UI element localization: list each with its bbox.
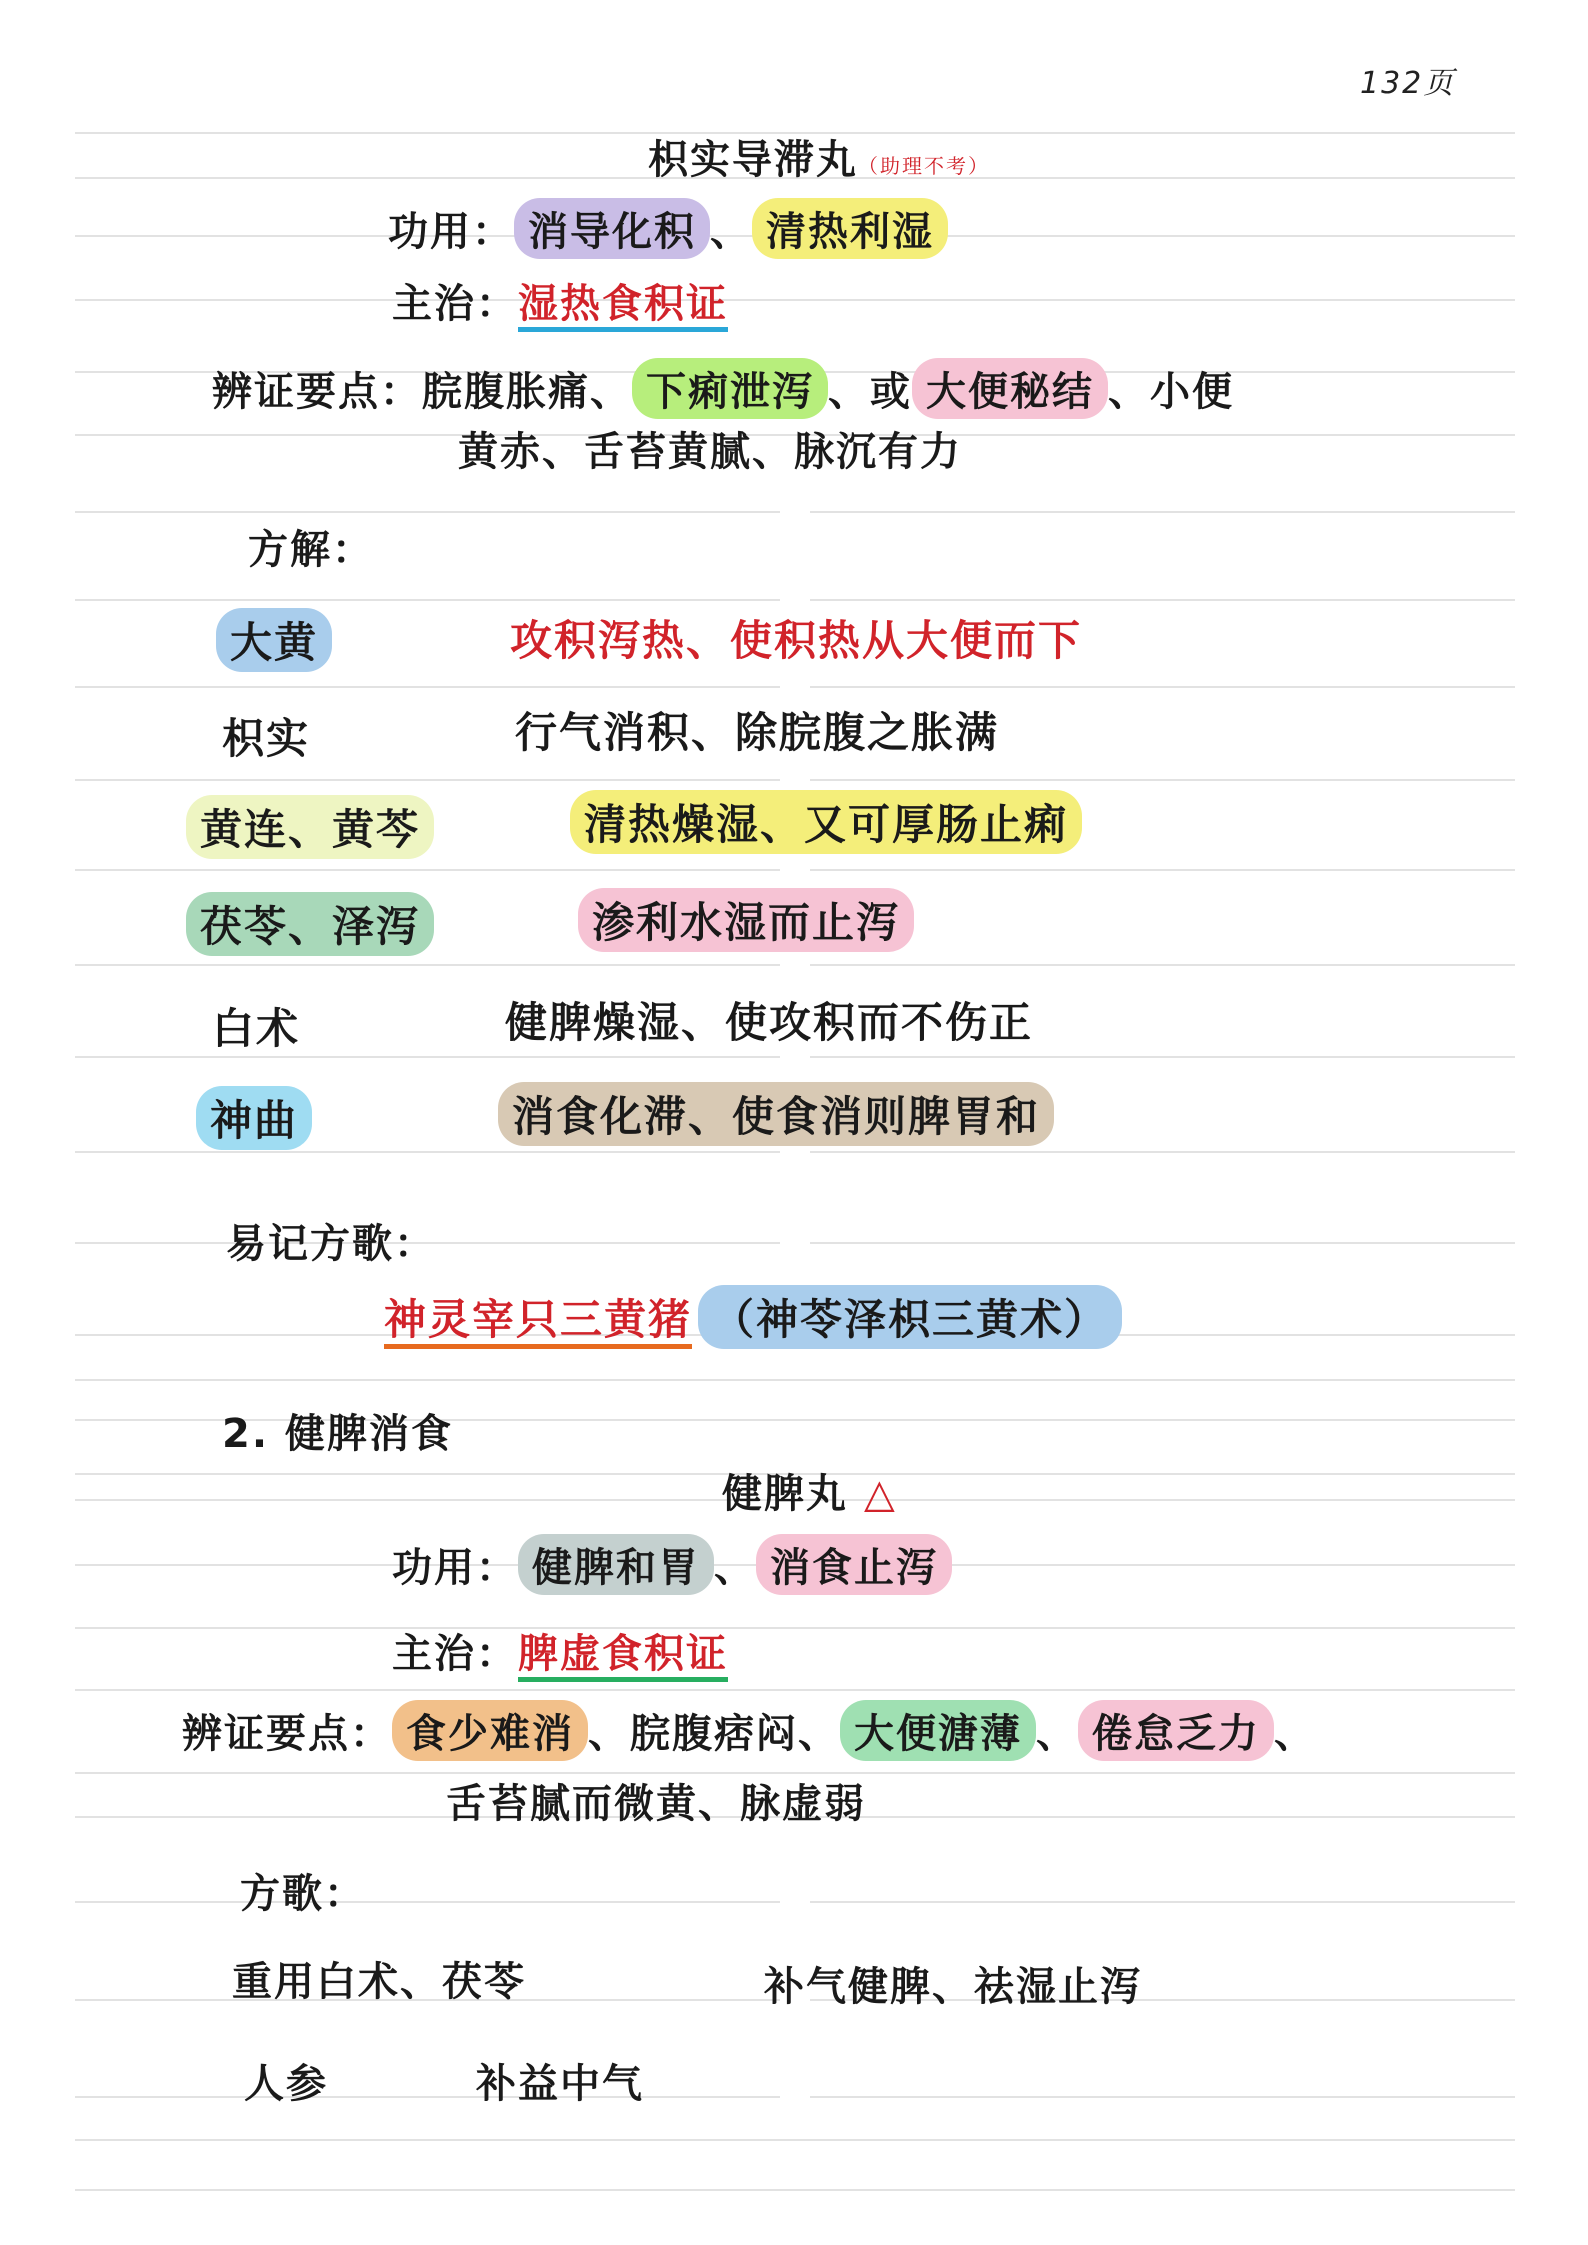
bianzheng-highlight: 倦怠乏力	[1078, 1700, 1274, 1761]
gongyong-item: 消食止泻	[756, 1534, 952, 1595]
herb-name: 黄连、黄芩	[186, 795, 434, 859]
herb-name: 茯苓、泽泻	[186, 892, 434, 956]
formula-title	[722, 1462, 897, 1519]
bianzheng-highlight: 食少难消	[392, 1700, 588, 1761]
fangge-label: 方歌：	[240, 1871, 366, 1917]
bianzheng-label: 辨证要点：	[182, 1711, 392, 1757]
bianzheng-text: 、脘腹痞闷、	[588, 1711, 840, 1757]
herb-effect: 消食化滞、使食消则脾胃和	[498, 1082, 1054, 1146]
mnemonic-main: 神灵宰只三黄猪	[384, 1295, 692, 1349]
herb-effect: 清热燥湿、又可厚肠止痢	[570, 790, 1082, 854]
gongyong-item: 健脾和胃	[518, 1534, 714, 1595]
bianzheng-highlight: 下痢泄泻	[632, 358, 828, 419]
herb-name: 重用白术、茯苓	[232, 1959, 526, 2005]
gongyong-line	[388, 198, 948, 259]
exam-note: （助理不考）	[858, 154, 990, 178]
key-mark: △	[863, 1471, 897, 1517]
herb-name: 大黄	[216, 608, 332, 672]
gongyong-item: 清热利湿	[752, 198, 948, 259]
herb-name: 神曲	[196, 1086, 312, 1150]
bianzheng-text: 、小便	[1108, 369, 1234, 415]
herb-effect: 攻积泻热、使积热从大便而下	[510, 616, 1083, 665]
bianzheng-text: 、或	[828, 369, 912, 415]
herb-effect: 行气消积、除脘腹之胀满	[515, 708, 1000, 757]
yiji-label: 易记方歌：	[226, 1221, 436, 1267]
section-heading: 2. 健脾消食	[222, 1411, 453, 1457]
herb-name: 白术	[212, 1004, 301, 1053]
herb-effect: 补气健脾、祛湿止泻	[764, 1964, 1142, 2010]
bianzheng-text: 、	[1036, 1711, 1078, 1757]
formula-title-text: 枳实导滞丸	[648, 137, 858, 183]
zhuzhi-line	[392, 1622, 728, 1679]
herb-effect: 补益中气	[476, 2061, 644, 2107]
gongyong-label: 功用：	[392, 1545, 518, 1591]
bianzheng-line	[182, 1700, 1316, 1761]
gongyong-item: 消导化积	[514, 198, 710, 259]
bianzheng-text: 、	[1274, 1711, 1316, 1757]
bianzheng-highlight: 大便溏薄	[840, 1700, 1036, 1761]
herb-name: 人参	[244, 2061, 328, 2107]
bianzheng-text: 脘腹胀痛、	[422, 369, 632, 415]
bianzheng-line-2: 舌苔腻而微黄、脉虚弱	[446, 1781, 866, 1827]
bianzheng-label: 辨证要点：	[212, 369, 422, 415]
separator: 、	[710, 209, 752, 255]
mnemonic-song	[384, 1285, 1122, 1349]
zhuzhi-label: 主治：	[392, 1631, 518, 1677]
formula-title-text: 健脾丸	[722, 1471, 848, 1517]
herb-name: 枳实	[222, 714, 311, 763]
zhuzhi-line	[392, 272, 728, 329]
fangjie-label: 方解：	[248, 527, 374, 573]
bianzheng-highlight: 大便秘结	[912, 358, 1108, 419]
zhuzhi-value: 脾虚食积证	[518, 1631, 728, 1682]
gongyong-label: 功用：	[388, 209, 514, 255]
gongyong-line	[392, 1534, 952, 1595]
zhuzhi-value: 湿热食积证	[518, 281, 728, 332]
separator: 、	[714, 1545, 756, 1591]
bianzheng-line-2: 黄赤、舌苔黄腻、脉沉有力	[458, 429, 962, 475]
mnemonic-paren: （神苓泽枳三黄术）	[698, 1285, 1122, 1349]
herb-effect: 渗利水湿而止泻	[578, 888, 914, 952]
herb-effect: 健脾燥湿、使攻积而不伤正	[505, 998, 1034, 1047]
zhuzhi-label: 主治：	[392, 281, 518, 327]
bianzheng-line	[212, 358, 1234, 419]
page-number: 132页	[1360, 66, 1456, 101]
formula-title	[648, 128, 990, 185]
